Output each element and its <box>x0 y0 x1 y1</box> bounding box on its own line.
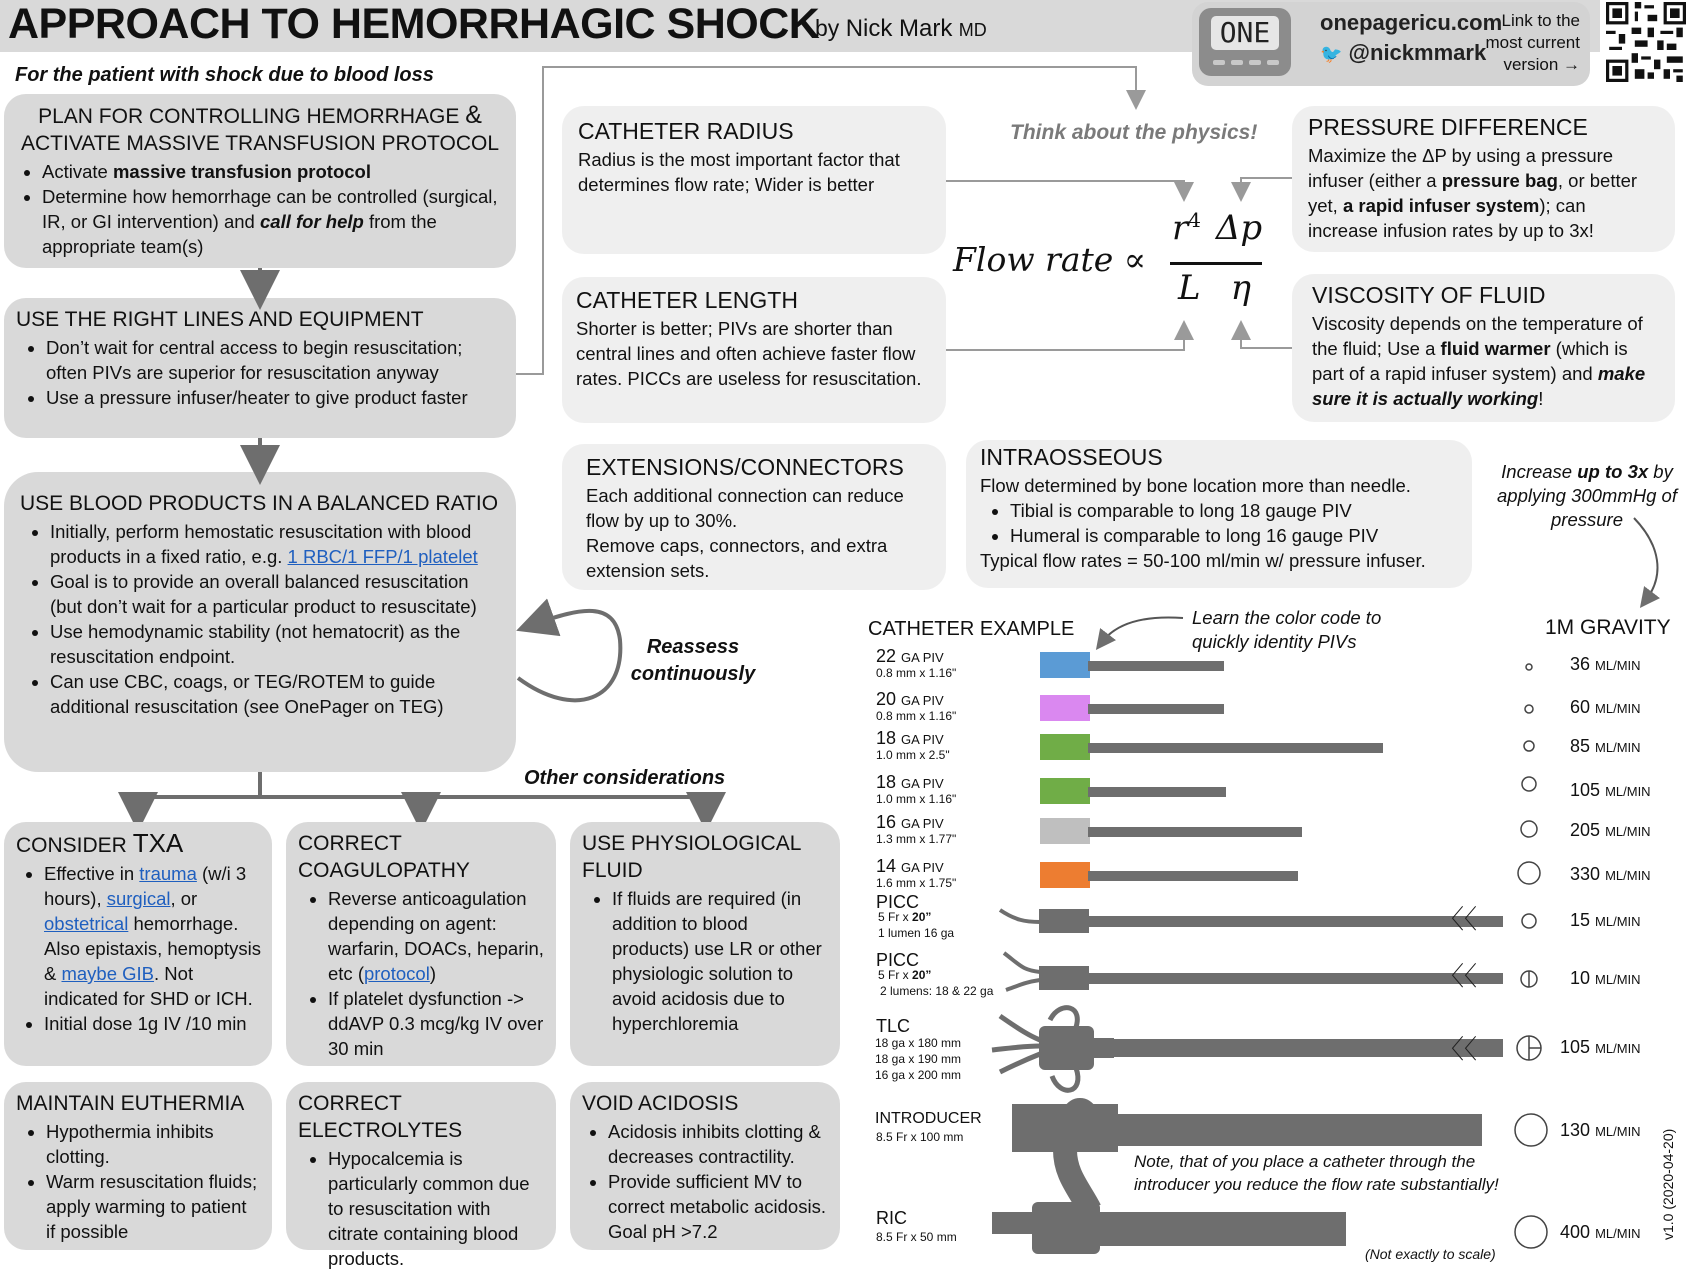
picc1-drawing <box>1000 905 1503 935</box>
svg-text:〈〈: 〈〈 <box>1438 962 1478 992</box>
picc2-dims: 5 Fr x 20” <box>878 968 932 982</box>
twitter-handle-text: @nickmmark <box>1348 40 1487 65</box>
increase-note: Increase up to 3x by applying 300mmHg of pressure <box>1497 461 1677 530</box>
picc2-lumens: 2 lumens: 18 & 22 ga <box>880 984 994 998</box>
piv-dims: 0.8 mm x 1.16" <box>876 666 957 680</box>
scale-note: (Not exactly to scale) <box>1365 1246 1496 1262</box>
piv-rate: 60 ML/MIN <box>1570 697 1641 717</box>
page-title: APPROACH TO HEMORRHAGIC SHOCK <box>8 0 820 48</box>
io-bullet: • Tibial is comparable to long 18 gauge PIV <box>1010 498 1458 523</box>
plan-bullet: • Activate massive transfusion protocol <box>42 159 504 184</box>
tlc-dims: 16 ga x 200 mm <box>875 1068 962 1082</box>
piv-dims: 1.0 mm x 2.5" <box>876 748 950 762</box>
piv-name: 20 GA PIV <box>876 689 944 709</box>
introducer-rate: 130 ML/MIN <box>1560 1120 1641 1140</box>
flow-circle <box>1515 1114 1547 1146</box>
picc1-name: PICC <box>876 892 920 912</box>
viscosity-text: Viscosity depends on the temperature of the fluid; Use a fluid warmer (which is part of a rapid infuser system) and make sure it is actually working! <box>1312 313 1646 409</box>
piv-name: 14 GA PIV <box>876 856 944 876</box>
acidosis-title: VOID ACIDOSIS <box>582 1092 739 1115</box>
radius-title: CATHETER RADIUS <box>578 118 794 144</box>
piv-rate: 330 ML/MIN <box>1570 864 1651 884</box>
viscosity-title: VISCOSITY OF FLUID <box>1312 282 1546 308</box>
formula-lhs: Flow rate ∝ <box>953 240 1147 279</box>
blood-bullet: • Use hemodynamic stability (not hematocrit) as the resuscitation endpoint. <box>50 619 504 669</box>
catheter-example-header: CATHETER EXAMPLE <box>868 618 1075 640</box>
introducer-dims: 8.5 Fr x 100 mm <box>876 1130 964 1144</box>
reassess-label: Reassess continuously <box>630 636 756 685</box>
lines-title: USE THE RIGHT LINES AND EQUIPMENT <box>16 308 424 331</box>
piv-hub-18-ga <box>1040 778 1090 804</box>
plan-title: PLAN FOR CONTROLLING HEMORRHAGE & ACTIVATE MASSIVE TRANSFUSION PROTOCOL <box>20 101 500 155</box>
piv-catheter-20-ga <box>1088 704 1224 714</box>
blood-title: USE BLOOD PRODUCTS IN A BALANCED RATIO <box>20 492 499 515</box>
pressure-title: PRESSURE DIFFERENCE <box>1308 114 1588 140</box>
current-version-link[interactable]: Link to the most current version → <box>1485 11 1580 74</box>
piv-catheter-18-ga <box>1088 787 1226 797</box>
logo-screen: ONE <box>1211 16 1279 50</box>
picc2-name: PICC <box>876 950 920 970</box>
electrolytes-title: CORRECT ELECTROLYTES <box>298 1092 463 1142</box>
piv-rate: 36 ML/MIN <box>1570 654 1641 674</box>
gib-link[interactable]: maybe GIB <box>61 963 155 984</box>
io-text: Flow determined by bone location more than needle. <box>980 475 1411 496</box>
picc2-rate: 10 ML/MIN <box>1570 968 1641 988</box>
lines-bullet: • Don’t wait for central access to begin resuscitation; often PIVs are superior for resuscitation anyway <box>46 335 504 385</box>
piv-hub-16-ga <box>1040 818 1090 844</box>
extensions-text: Each additional connection can reduce flow by up to 30%. <box>586 485 904 531</box>
version-label: v1.0 (2020-04-20) <box>1660 1128 1676 1240</box>
site-link[interactable]: onepagericu.com <box>1320 10 1503 35</box>
piv-hub-20-ga <box>1040 695 1090 721</box>
euthermia-title: MAINTAIN EUTHERMIA <box>16 1092 245 1115</box>
ric-name: RIC <box>876 1208 907 1228</box>
surgical-link[interactable]: surgical <box>106 888 171 909</box>
piv-hub-22-ga <box>1040 652 1090 678</box>
txa-bullet: • Initial dose 1g IV /10 min <box>44 1011 264 1036</box>
piv-dims: 1.0 mm x 1.16" <box>876 792 957 806</box>
ric-drawing <box>992 1202 1346 1254</box>
coag-bullet: • Reverse anticoagulation depending on agent: warfarin, DOACs, heparin, etc (protocol) <box>328 886 544 986</box>
picc1-dims: 5 Fr x 20” <box>878 910 932 924</box>
piv-catheter-14-ga <box>1088 871 1298 881</box>
flow-circle <box>1525 705 1533 713</box>
svg-text:〈〈: 〈〈 <box>1438 905 1478 935</box>
piv-hub-14-ga <box>1040 862 1090 888</box>
ric-rate: 400 ML/MIN <box>1560 1222 1641 1242</box>
tlc-dims: 18 ga x 180 mm <box>875 1036 962 1050</box>
formula-denominator: L η <box>1178 268 1251 308</box>
pressure-text: Maximize the ΔP by using a pressure infuser (either a pressure bag, or better yet, a rapid infuser system); can increase infusion rates by up to 3x! <box>1308 145 1638 241</box>
piv-name: 22 GA PIV <box>876 646 944 666</box>
blood-bullet: • Can use CBC, coags, or TEG/ROTEM to guide additional resuscitation (see OnePager on TEG) <box>50 669 504 719</box>
gravity-header: 1M GRAVITY <box>1545 616 1671 639</box>
acidosis-bullet: • Acidosis inhibits clotting & decreases contractility. <box>608 1119 834 1169</box>
picc1-lumens: 1 lumen 16 ga <box>878 926 955 940</box>
euthermia-bullet: • Hypothermia inhibits clotting. <box>46 1119 260 1169</box>
piv-name: 18 GA PIV <box>876 728 944 748</box>
flow-circle <box>1515 1216 1547 1248</box>
subtitle: For the patient with shock due to blood loss <box>15 64 434 86</box>
think-physics-label: Think about the physics! <box>1010 121 1258 144</box>
trauma-link[interactable]: trauma <box>139 863 197 884</box>
other-considerations-label: Other considerations <box>524 767 726 789</box>
twitter-bird-icon: 🐦 <box>1320 44 1343 64</box>
fluid-bullet: • If fluids are required (in addition to blood products) use LR or other physiologic solution to avoid acidosis due to hyperchloremia <box>612 886 828 1036</box>
tlc-drawing <box>992 1008 1503 1091</box>
txa-title: CONSIDER TXA <box>16 828 184 858</box>
piv-catheter-22-ga <box>1088 661 1224 671</box>
author-name: Nick Mark <box>845 15 953 42</box>
radius-text: Radius is the most important factor that determines flow rate; Wider is better <box>578 149 900 195</box>
piv-rate: 205 ML/MIN <box>1570 820 1651 840</box>
lines-bullet: • Use a pressure infuser/heater to give product faster <box>46 385 504 410</box>
plan-bullet: • Determine how hemorrhage can be controlled (surgical, IR, or GI intervention) and call for help from the appropriate team(s) <box>42 184 504 259</box>
extensions-title: EXTENSIONS/CONNECTORS <box>586 454 904 480</box>
io-bullet: • Humeral is comparable to long 16 gauge PIV <box>1010 523 1458 548</box>
length-title: CATHETER LENGTH <box>576 287 798 313</box>
introducer-note: Note, that of you place a catheter through the introducer you reduce the flow rate substantially! <box>1134 1152 1499 1194</box>
protocol-link[interactable]: protocol <box>363 963 430 984</box>
tlc-rate: 105 ML/MIN <box>1560 1037 1641 1057</box>
acidosis-bullet: • Provide sufficient MV to correct metabolic acidosis. Goal pH >7.2 <box>608 1169 834 1244</box>
piv-dims: 1.6 mm x 1.75" <box>876 876 957 890</box>
intraosseous-title: INTRAOSSEOUS <box>980 444 1163 470</box>
piv-name: 16 GA PIV <box>876 812 944 832</box>
tlc-dims: 18 ga x 190 mm <box>875 1052 962 1066</box>
ratio-link[interactable]: 1 RBC/1 FFP/1 platelet <box>287 546 478 567</box>
flow-circle <box>1526 664 1532 670</box>
piv-rate: 85 ML/MIN <box>1570 736 1641 756</box>
coag-title: CORRECT COAGULOPATHY <box>298 832 470 882</box>
piv-dims: 1.3 mm x 1.77" <box>876 832 957 846</box>
picc1-rate: 15 ML/MIN <box>1570 910 1641 930</box>
electrolytes-bullet: • Hypocalcemia is particularly common due to resuscitation with citrate containing blood products. <box>328 1146 544 1271</box>
flow-circle <box>1522 777 1536 791</box>
author-credential: MD <box>958 20 987 40</box>
piv-name: 18 GA PIV <box>876 772 944 792</box>
piv-catheter-18-ga <box>1088 743 1383 753</box>
color-code-note: Learn the color code to quickly identity PIVs <box>1192 607 1382 652</box>
coag-bullet: • If platelet dysfunction -> ddAVP 0.3 mcg/kg IV over 30 min <box>328 986 544 1061</box>
piv-catheter-16-ga <box>1088 827 1302 837</box>
piv-hub-18-ga <box>1040 734 1090 760</box>
flow-circle <box>1524 741 1534 751</box>
flow-circle <box>1521 821 1537 837</box>
flow-circle <box>1518 862 1540 884</box>
formula-numerator: $r^4$ Δp <box>1172 208 1263 249</box>
piv-rate: 105 ML/MIN <box>1570 780 1651 800</box>
blood-bullet: • Initially, perform hemostatic resuscitation with blood products in a fixed ratio, e.g. 1 RBC/1 FFP/1 platelet <box>50 519 504 569</box>
by-text: by <box>815 15 840 41</box>
ric-dims: 8.5 Fr x 50 mm <box>876 1230 957 1244</box>
tlc-name: TLC <box>876 1016 911 1036</box>
piv-dims: 0.8 mm x 1.16" <box>876 709 957 723</box>
picc2-drawing <box>1004 953 1503 992</box>
io-text: Typical flow rates = 50-100 ml/min w/ pressure infuser. <box>980 550 1426 571</box>
euthermia-bullet: • Warm resuscitation fluids; apply warming to patient if possible <box>46 1169 260 1244</box>
fluid-title: USE PHYSIOLOGICAL FLUID <box>582 832 801 882</box>
length-text: Shorter is better; PIVs are shorter than central lines and often achieve faster flow rates. PICCs are useless for resuscitation. <box>576 318 922 389</box>
obstetrical-link[interactable]: obstetrical <box>44 913 129 934</box>
svg-text:〈〈: 〈〈 <box>1438 1035 1478 1065</box>
txa-bullet: • Effective in trauma (w/i 3 hours), surgical, or obstetrical hemorrhage. Also epistaxis, hemoptysis & maybe GIB. Not indicated for SHD or ICH. <box>44 861 264 1011</box>
introducer-name: INTRODUCER <box>875 1110 982 1127</box>
flow-circle <box>1522 914 1536 928</box>
blood-bullet: • Goal is to provide an overall balanced resuscitation (but don’t wait for a particular product to resuscitate) <box>50 569 504 619</box>
extensions-text: Remove caps, connectors, and extra extension sets. <box>586 535 888 581</box>
